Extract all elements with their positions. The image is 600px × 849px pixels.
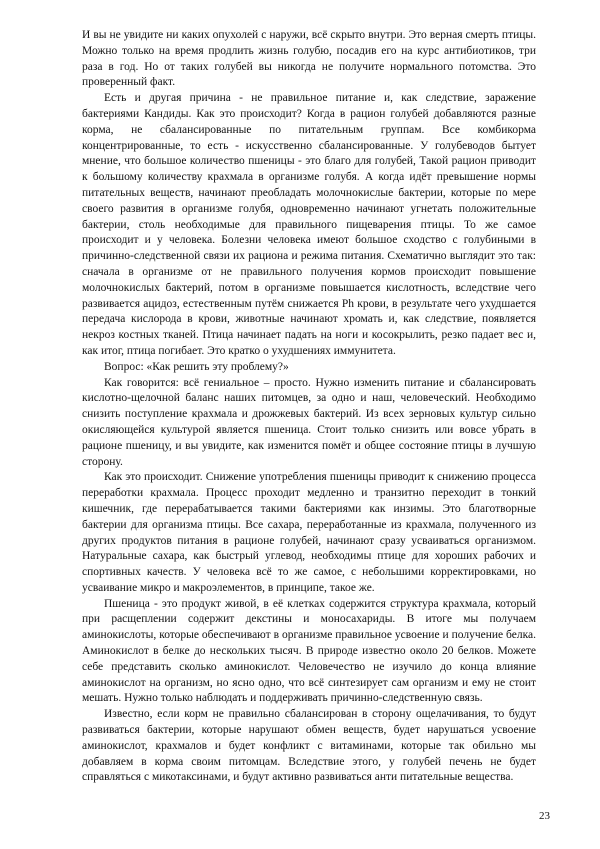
paragraph-candida-cause: Есть и другая причина - не правильное питание и, как следствие, заражение бактериями Кандиды. Как это происходит? Когда в рацион голубей добавляются разные корма, не сбалансированные по питательным группам. Все комбикорма концентрированные, то есть - искусственно сбалансированные. У голубеводов бытует мнение, что большое количество пшеницы - это благо для голубей, Такой рацион приводит к большому количеству крахмала в организме голубя. А когда идёт превышение нормы питательных веществ, начинают преобладать молочнокислые бактерии, которые по мере своего развития в организме голубя, одновременно начинают угнетать положительные бактерии, столь необходимые для правильного пищеварения птицы. То же самое происходит и у человека. Болезни человека имеют большое сходство с голубиными в причинно-следственной связи их рациона и режима питания. Схематично выглядит это так: сначала в организме от не правильного получения кормов происходит повышение молочнокислых бактерий, потом в организме повышается кислотность, вследствие чего развивается ацидоз, естественным путём снижается Ph крови, в результате чего ухудшается передача кислорода в крови, животные начинают хромать и, как следствие, появляется некроз костных тканей. Птица начинает падать на ноги и косокрылить, резко падает вес и, как итог, птица погибает. Это кратко о ухудшениях иммунитета. [82,92,536,357]
paragraph-continuation: И вы не увидите ни каких опухолей с наружи, всё скрыто внутри. Это верная смерть птицы. Можно только на время продлить жизнь голубю, посадив его на курс антибиотиков, три раза в год. Но от таких голубей вы никогда не получите нормального потомства. Это проверенный факт. [82,29,536,89]
paragraph-question: Вопрос: «Как решить эту проблему?» [104,360,289,373]
paragraph-process: Как это происходит. Снижение употребления пшеницы приводит к снижению процесса переработки крахмала. Процесс проходит медленно и транзитно переходит в тонкий кишечник, где перерабатывается такими бактериями как инзимы. Это благотворные бактерии для организма птицы. Все сахара, переработанные из крахмала, полученного из других продуктов питания в рационе голубей, начинают сразу усваиваться организмом. Натуральные сахара, как быстрый углевод, необходимы птице для хороших рабочих и спортивных качеств. У человека всё то же самое, с небольшими корректировками, но усваивание микро и макроэлементов, в принципе, такое же. [82,471,536,594]
paragraph-balance: Известно, если корм не правильно сбалансирован в сторону ощелачивания, то будут развиваться бактерии, которые нарушают обмен веществ, будет нарушаться усвоение аминокислот, крахмалов и будет конфликт с витаминами, которые так обильно мы добавляем в корма своим питомцам. Вследствие этого, у голубей печень не будет справляться с микотаксинами, и будут активно развиваться анти питательные вещества. [82,708,536,784]
paragraph-solution: Как говорится: всё гениальное – просто. Нужно изменить питание и сбалансировать кислотно-щелочной баланс наших питомцев, за одно и наш, человеческий. Необходимо снизить поступление крахмала и дрожжевых бактерий. Из всех зерновых культур сильно окисляющейся культурой является пшеница. Стоит только снизить или вовсе убрать в рационе пшеницу, и вы увидите, как изменится помёт и общее состояние птицы в лучшую сторону. [82,376,536,468]
paragraph-wheat: Пшеница - это продукт живой, в её клетках содержится структура крахмала, который при расщеплении содержит декстины и моносахариды. В итоге мы получаем аминокислоты, которые обеспечивают в организме правильное усвоение и получение белка. Аминокислот в белке до нескольких тысяч. В природе известно около 20 белков. Можете себе представить сколько аминокислот. Человечество не изучило до конца влияние аминокислот на организм, но ясно одно, что всё синтезирует сам организм и ему не стоит мешать. Нужно только наблюдать и поддерживать причинно-следственную связь. [82,597,536,705]
page-number: 23 [539,810,550,822]
body-text [82,28,536,786]
